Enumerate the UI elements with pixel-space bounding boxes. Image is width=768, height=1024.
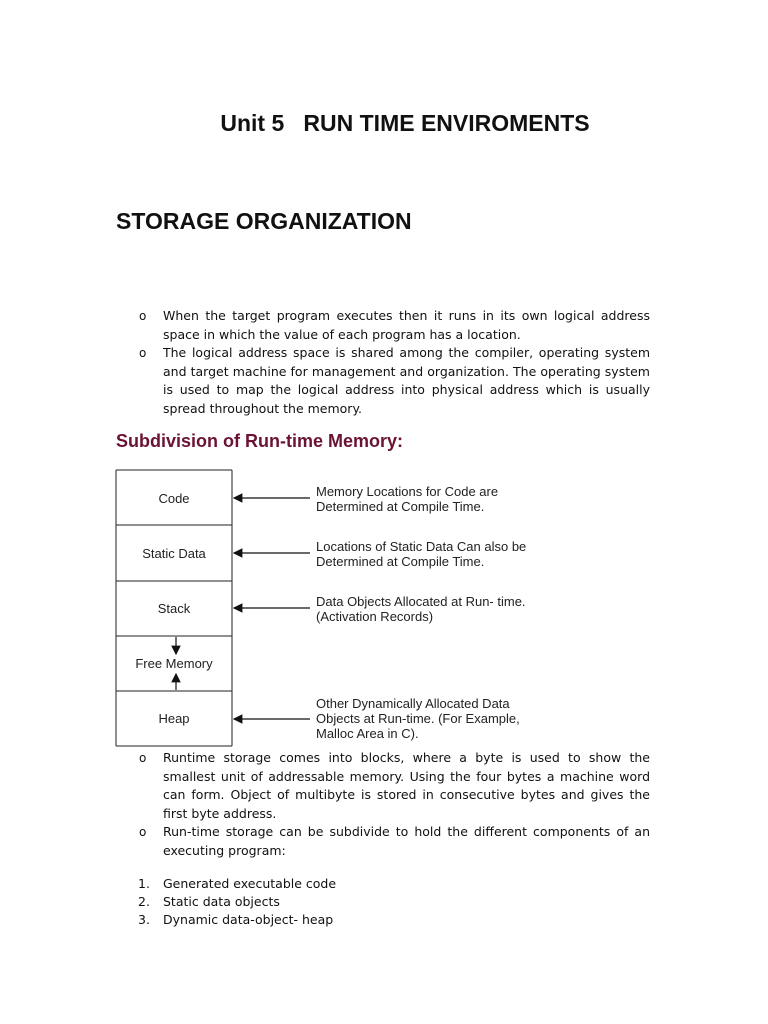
static-note-line: Determined at Compile Time. bbox=[316, 554, 485, 569]
item-text: Dynamic data-object- heap bbox=[163, 912, 334, 927]
static-note-line: Locations of Static Data Can also be bbox=[316, 539, 527, 554]
block-label-heap: Heap bbox=[158, 711, 190, 726]
bullet-marker: o bbox=[139, 309, 147, 323]
bullet-text: The logical address space is shared among the compiler, operating system and target machine for management and organization. The operating system is used to map the logical address into physical address which is usually spread throughout the memory. bbox=[163, 345, 650, 416]
unit-title: Unit 5 RUN TIME ENVIROMENTS bbox=[220, 110, 590, 136]
block-label-code: Code bbox=[158, 491, 190, 506]
component-numbered-list bbox=[0, 875, 768, 929]
bullet-text: Runtime storage comes into blocks, where a byte is used to show the smallest unit of addressable memory. Using the four bytes a machine word can form. Object of multibyte is stored in consecutive bytes and gives the first byte address. bbox=[163, 750, 650, 821]
item-text: Static data objects bbox=[163, 894, 280, 909]
numbered-item bbox=[0, 911, 768, 929]
item-text: Generated executable code bbox=[163, 876, 337, 891]
intro-bullet-list bbox=[0, 307, 768, 418]
heap-note-line: Objects at Run-time. (For Example, bbox=[316, 711, 520, 726]
bullet-marker: o bbox=[139, 346, 147, 360]
section-heading: STORAGE ORGANIZATION bbox=[116, 208, 412, 234]
list-item bbox=[0, 344, 650, 418]
bullet-text: Run-time storage can be subdivide to hold the different components of an executing program: bbox=[163, 824, 650, 858]
subdivision-heading: Subdivision of Run-time Memory: bbox=[116, 431, 404, 451]
block-label-free-memory: Free Memory bbox=[135, 656, 213, 671]
stack-note-line: Data Objects Allocated at Run- time. bbox=[316, 594, 526, 609]
storage-bullet-list bbox=[0, 749, 768, 860]
bullet-marker: o bbox=[139, 751, 147, 765]
bullet-text: When the target program executes then it runs in its own logical address space in which the value of each program has a location. bbox=[163, 308, 650, 342]
list-item bbox=[0, 823, 650, 860]
item-number: 1. bbox=[138, 876, 150, 891]
list-item bbox=[0, 749, 650, 823]
item-number: 3. bbox=[138, 912, 150, 927]
item-number: 2. bbox=[138, 894, 150, 909]
code-note-line: Determined at Compile Time. bbox=[316, 499, 485, 514]
heap-note-line: Other Dynamically Allocated Data bbox=[316, 696, 510, 711]
list-item bbox=[0, 307, 650, 344]
stack-note-line: (Activation Records) bbox=[316, 609, 434, 624]
block-label-stack: Stack bbox=[157, 601, 191, 616]
heap-note-line: Malloc Area in C). bbox=[316, 726, 419, 741]
numbered-item bbox=[0, 875, 768, 893]
bullet-marker: o bbox=[139, 825, 147, 839]
code-note-line: Memory Locations for Code are bbox=[316, 484, 499, 499]
numbered-item bbox=[0, 893, 768, 911]
block-label-static-data: Static Data bbox=[142, 546, 206, 561]
